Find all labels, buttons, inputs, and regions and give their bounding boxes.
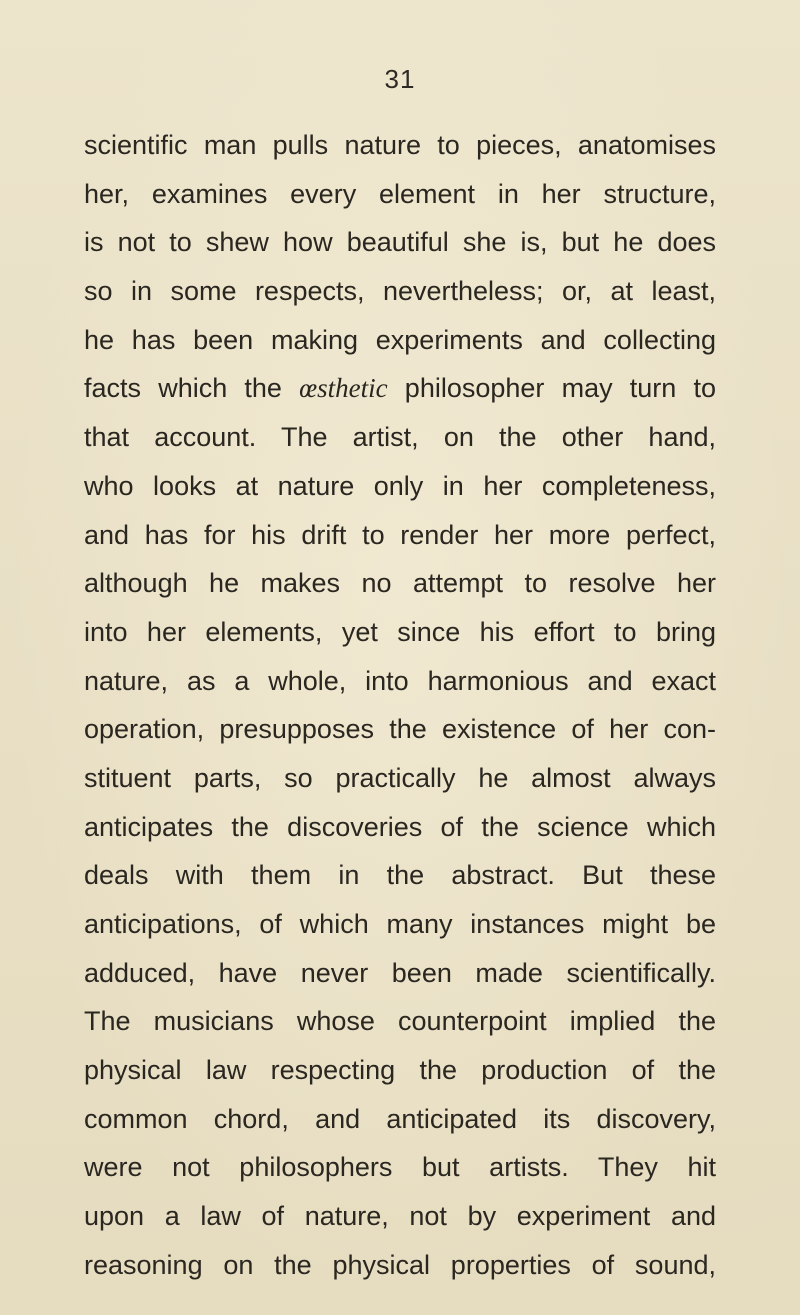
text-line: is not to shew how beautiful she is, but he does [84, 227, 716, 258]
text-line: The musicians whose counterpoint implied the [84, 1006, 716, 1037]
text-line: into her elements, yet since his effort to bring [84, 616, 716, 647]
text-line: anticipates the discoveries of the science which [84, 811, 716, 842]
text-line: operation, presupposes the existence of her con- [84, 714, 716, 745]
text-line-with-italic [84, 374, 716, 423]
text-line: reasoning on the physical properties of sound, [84, 1249, 716, 1280]
text-line: that account. The artist, on the other hand, [84, 422, 716, 453]
text-line: were not philosophers but artists. They hit [84, 1152, 716, 1183]
text-line: although he makes no attempt to resolve her [84, 568, 716, 599]
text-line: who looks at nature only in her completeness, [84, 470, 716, 501]
text-line: so in some respects, nevertheless; or, at least, [84, 276, 716, 307]
text-line: adduced, have never been made scientifically. [84, 957, 716, 988]
italic-word: œsthetic [299, 373, 388, 404]
text-line: physical law respecting the production of the [84, 1055, 716, 1086]
text-line: her, examines every element in her structure, [84, 178, 716, 209]
text-line: anticipations, of which many instances might be [84, 909, 716, 939]
text-segment: philosopher may turn to [387, 373, 716, 404]
text-line: common chord, and anticipated its discovery, [84, 1103, 716, 1134]
text-line: stituent parts, so practically he almost always [84, 762, 716, 793]
page-number: 31 [384, 64, 416, 94]
text-line: deals with them in the abstract. But these [84, 860, 716, 891]
body-text [84, 131, 716, 1300]
text-line: upon a law of nature, not by experiment and [84, 1201, 716, 1232]
text-line: scientific man pulls nature to pieces, anatomises [84, 130, 716, 160]
text-segment: facts which the [84, 373, 300, 404]
text-line: nature, as a whole, into harmonious and exact [84, 665, 716, 696]
text-line: and has for his drift to render her more perfect, [84, 519, 716, 550]
text-line: he has been making experiments and collecting [84, 324, 716, 355]
